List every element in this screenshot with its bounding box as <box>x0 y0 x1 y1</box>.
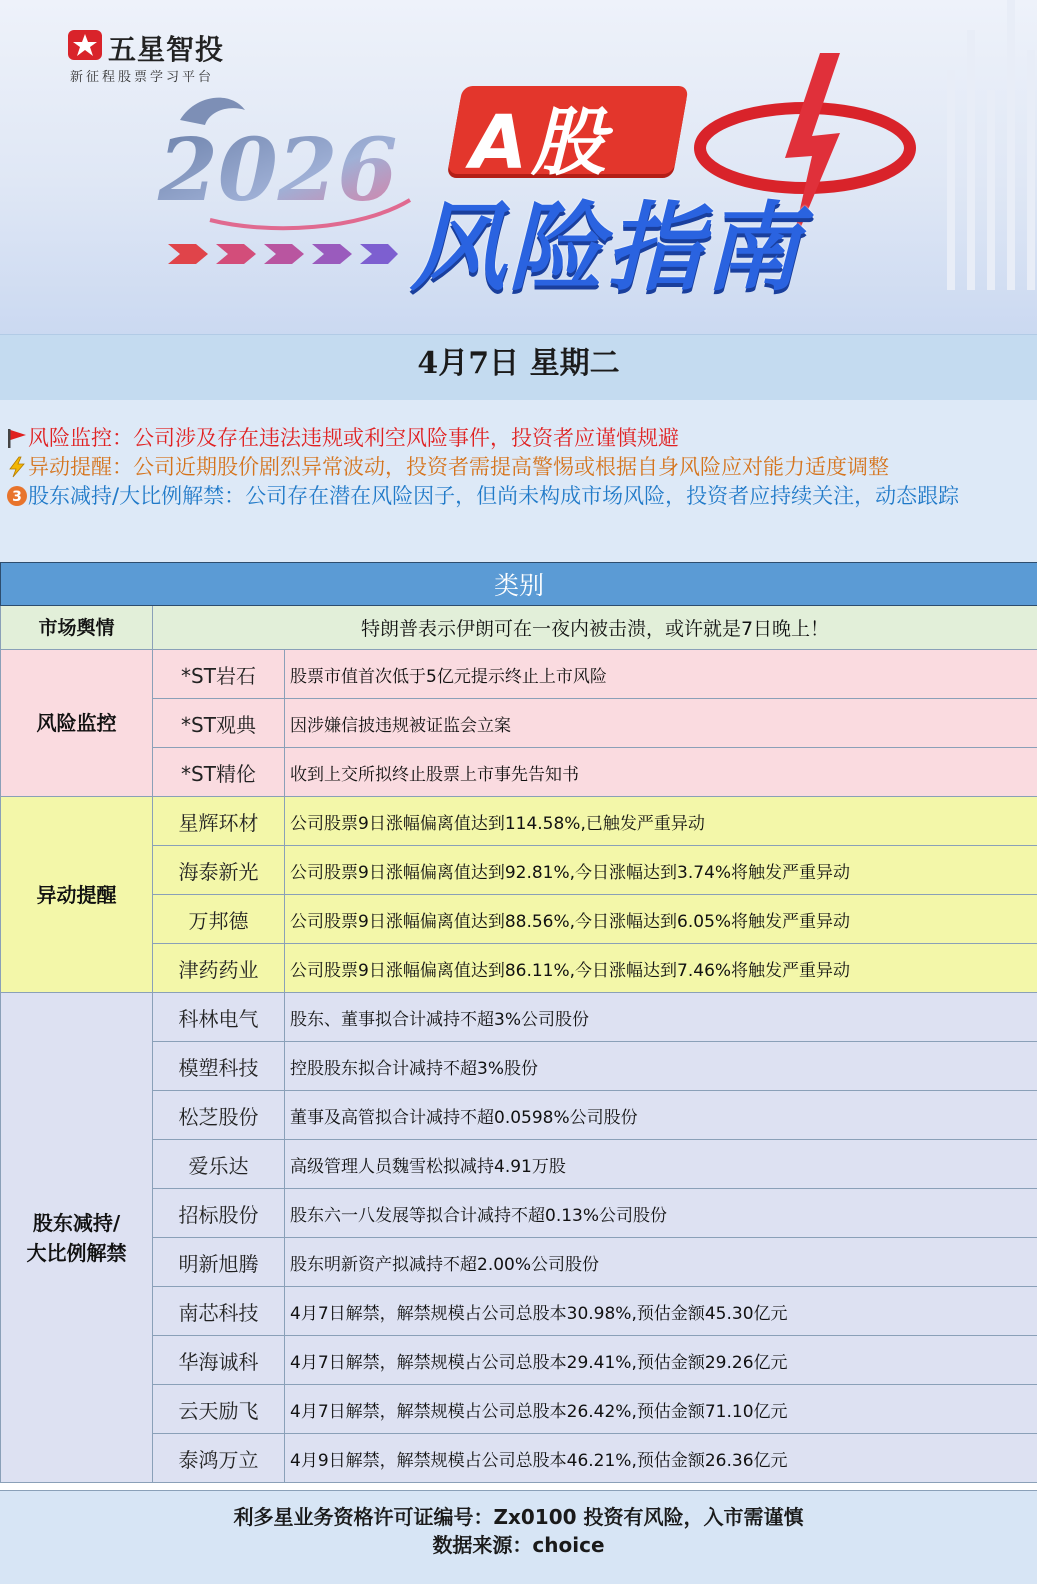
move-description: 公司股票9日涨幅偏离值达到114.58%,已触发严重异动 <box>285 797 1037 846</box>
table-row <box>1 699 1037 748</box>
chevron-arrows-icon <box>168 240 398 268</box>
stock-name: 招标股份 <box>153 1189 285 1238</box>
stock-name: *ST观典 <box>153 699 285 748</box>
stock-name: 模塑科技 <box>153 1042 285 1091</box>
legend <box>0 400 1037 562</box>
footer-license: 利多星业务资格许可证编号：Zx0100 投资有风险，入市需谨慎 <box>0 1503 1037 1531</box>
hold-description: 董事及高管拟合计减持不超0.0598%公司股份 <box>285 1091 1037 1140</box>
hold-description: 4月7日解禁，解禁规模占公司总股本26.42%,预估金额71.10亿元 <box>285 1385 1037 1434</box>
stock-name: *ST岩石 <box>153 650 285 699</box>
table-row <box>1 1238 1037 1287</box>
stock-name: 明新旭腾 <box>153 1238 285 1287</box>
table-row <box>1 993 1037 1042</box>
stock-name: 海泰新光 <box>153 846 285 895</box>
table-header-row <box>1 563 1037 606</box>
hold-description: 股东明新资产拟减持不超2.00%公司股份 <box>285 1238 1037 1287</box>
table-row <box>1 944 1037 993</box>
title-tag: A股 <box>470 84 609 190</box>
table-row <box>1 895 1037 944</box>
table-row <box>1 1336 1037 1385</box>
risk-description: 收到上交所拟终止股票上市事先告知书 <box>285 748 1037 797</box>
table-row <box>1 1091 1037 1140</box>
legend-risk-text: 风险监控：公司涉及存在违法违规或利空风险事件，投资者应谨慎规避 <box>28 426 679 450</box>
table-row <box>1 1140 1037 1189</box>
stock-name: 松芝股份 <box>153 1091 285 1140</box>
table-row <box>1 846 1037 895</box>
table-row <box>1 797 1037 846</box>
table-row <box>1 1385 1037 1434</box>
footer-source: 数据来源：choice <box>0 1531 1037 1559</box>
hold-description: 高级管理人员魏雪松拟减持4.91万股 <box>285 1140 1037 1189</box>
stock-name: 云天励飞 <box>153 1385 285 1434</box>
category-hold-line1: 股东减持/ <box>33 1211 120 1235</box>
legend-risk <box>6 424 1031 453</box>
table-row <box>1 1042 1037 1091</box>
legend-hold-text: 股东减持/大比例解禁：公司存在潜在风险因子，但尚未构成市场风险，投资者应持续关注，动态跟踪 <box>28 484 959 508</box>
category-risk: 风险监控 <box>1 650 153 797</box>
year-2026-art <box>150 80 430 240</box>
brand-name: 五星智投 <box>108 28 224 68</box>
table-row <box>1 650 1037 699</box>
hold-description: 4月7日解禁，解禁规模占公司总股本30.98%,预估金额45.30亿元 <box>285 1287 1037 1336</box>
risk-description: 股票市值首次低于5亿元提示终止上市风险 <box>285 650 1037 699</box>
table-row <box>1 1287 1037 1336</box>
hold-description: 控股股东拟合计减持不超3%股份 <box>285 1042 1037 1091</box>
risk-description: 因涉嫌信披违规被证监会立案 <box>285 699 1037 748</box>
red-flag-icon <box>6 427 28 449</box>
stock-name: 星辉环材 <box>153 797 285 846</box>
date-line: 4月7日 星期二 <box>0 334 1037 401</box>
svg-text:2026: 2026 <box>157 120 397 221</box>
category-sentiment: 市场舆情 <box>1 606 153 650</box>
stock-name: 泰鸿万立 <box>153 1434 285 1483</box>
table-row <box>1 748 1037 797</box>
stock-name: *ST精伦 <box>153 748 285 797</box>
brand-tagline: 新征程股票学习平台 <box>70 66 214 85</box>
hold-description: 股东六一八发展等拟合计减持不超0.13%公司股份 <box>285 1189 1037 1238</box>
hold-description: 4月9日解禁，解禁规模占公司总股本46.21%,预估金额26.36亿元 <box>285 1434 1037 1483</box>
sentiment-text: 特朗普表示伊朗可在一夜内被击溃，或许就是7日晚上！ <box>153 606 1037 650</box>
lightning-icon <box>6 456 28 478</box>
table-header: 类别 <box>1 563 1037 606</box>
footer <box>0 1490 1037 1584</box>
category-move: 异动提醒 <box>1 797 153 993</box>
svg-text:3: 3 <box>12 489 22 505</box>
move-description: 公司股票9日涨幅偏离值达到86.11%,今日涨幅达到7.46%将触发严重异动 <box>285 944 1037 993</box>
title-main: 风险指南 <box>410 172 802 309</box>
category-hold-line2: 大比例解禁 <box>27 1241 127 1265</box>
hold-description: 股东、董事拟合计减持不超3%公司股份 <box>285 993 1037 1042</box>
stock-name: 南芯科技 <box>153 1287 285 1336</box>
move-description: 公司股票9日涨幅偏离值达到88.56%,今日涨幅达到6.05%将触发严重异动 <box>285 895 1037 944</box>
stock-name: 万邦德 <box>153 895 285 944</box>
category-hold <box>1 993 153 1483</box>
move-description: 公司股票9日涨幅偏离值达到92.81%,今日涨幅达到3.74%将触发严重异动 <box>285 846 1037 895</box>
table-row <box>1 1189 1037 1238</box>
legend-hold <box>6 482 1031 511</box>
legend-move <box>6 453 1031 482</box>
stock-name: 津药药业 <box>153 944 285 993</box>
star-logo-icon <box>68 30 102 60</box>
sentiment-row <box>1 606 1037 650</box>
risk-table <box>0 562 1037 1483</box>
stock-name: 科林电气 <box>153 993 285 1042</box>
table-row <box>1 1434 1037 1483</box>
hold-description: 4月7日解禁，解禁规模占公司总股本29.41%,预估金额29.26亿元 <box>285 1336 1037 1385</box>
stock-name: 华海诚科 <box>153 1336 285 1385</box>
number-3-icon <box>6 485 28 507</box>
banner <box>0 0 1037 334</box>
legend-move-text: 异动提醒：公司近期股价剧烈异常波动，投资者需提高警惕或根据自身风险应对能力适度调整 <box>28 455 889 479</box>
stock-name: 爱乐达 <box>153 1140 285 1189</box>
